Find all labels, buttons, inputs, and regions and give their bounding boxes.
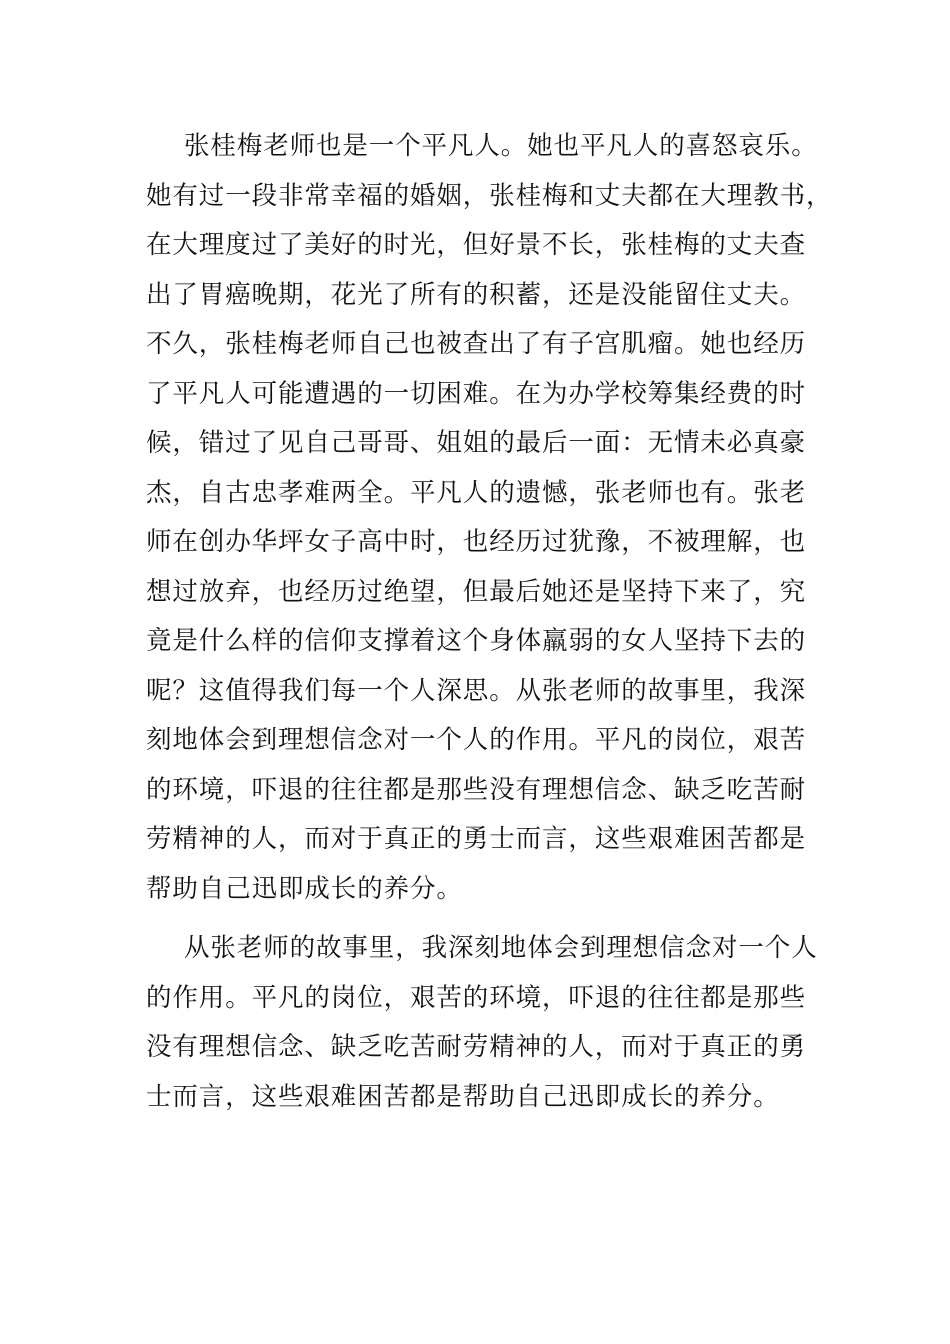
paragraph-line: 的环境，吓退的往往都是那些没有理想信念、缺乏吃苦耐 <box>146 774 807 805</box>
paragraph-2 <box>146 924 818 1122</box>
document-body <box>146 122 833 1122</box>
paragraph-line: 没有理想信念、缺乏吃苦耐劳精神的人，而对于真正的勇 <box>146 1032 807 1062</box>
paragraph-line: 刻地体会到理想信念对一个人的作用。平凡的岗位，艰苦 <box>146 725 807 755</box>
paragraph-line: 张桂梅老师也是一个平凡人。她也平凡人的喜怒哀乐。 <box>184 131 818 161</box>
paragraph-line: 在大理度过了美好的时光，但好景不长，张桂梅的丈夫查 <box>146 230 807 260</box>
paragraph-line: 了平凡人可能遭遇的一切困难。在为办学校筹集经费的时 <box>146 378 807 409</box>
paragraph-line: 不久，张桂梅老师自己也被查出了有子宫肌瘤。她也经历 <box>146 329 807 359</box>
paragraph-line: 的作用。平凡的岗位，艰苦的环境，吓退的往往都是那些 <box>146 982 807 1013</box>
paragraph-line: 呢？这值得我们每一个人深思。从张老师的故事里，我深 <box>146 675 807 706</box>
paragraph-line: 想过放弃，也经历过绝望，但最后她还是坚持下来了，究 <box>146 576 807 607</box>
paragraph-spacer <box>146 914 806 924</box>
paragraph-line: 劳精神的人，而对于真正的勇士而言，这些艰难困苦都是 <box>146 824 807 854</box>
paragraph-line: 她有过一段非常幸福的婚姻，张桂梅和丈夫都在大理教书， <box>146 180 833 211</box>
paragraph-line: 出了胃癌晚期，花光了所有的积蓄，还是没能留住丈夫。 <box>146 279 807 310</box>
paragraph-line: 候，错过了见自己哥哥、姐姐的最后一面：无情未必真豪 <box>146 428 807 458</box>
paragraph-line: 帮助自己迅即成长的养分。 <box>146 873 463 904</box>
paragraph-line: 竟是什么样的信仰支撑着这个身体羸弱的女人坚持下去的 <box>146 626 807 656</box>
paragraph-1 <box>146 122 833 914</box>
paragraph-line: 杰，自古忠孝难两全。平凡人的遗憾，张老师也有。张老 <box>146 477 807 508</box>
paragraph-line: 师在创办华坪女子高中时，也经历过犹豫，不被理解，也 <box>146 527 807 557</box>
paragraph-line: 从张老师的故事里，我深刻地体会到理想信念对一个人 <box>184 933 818 963</box>
paragraph-line: 士而言，这些艰难困苦都是帮助自己迅即成长的养分。 <box>146 1081 780 1112</box>
